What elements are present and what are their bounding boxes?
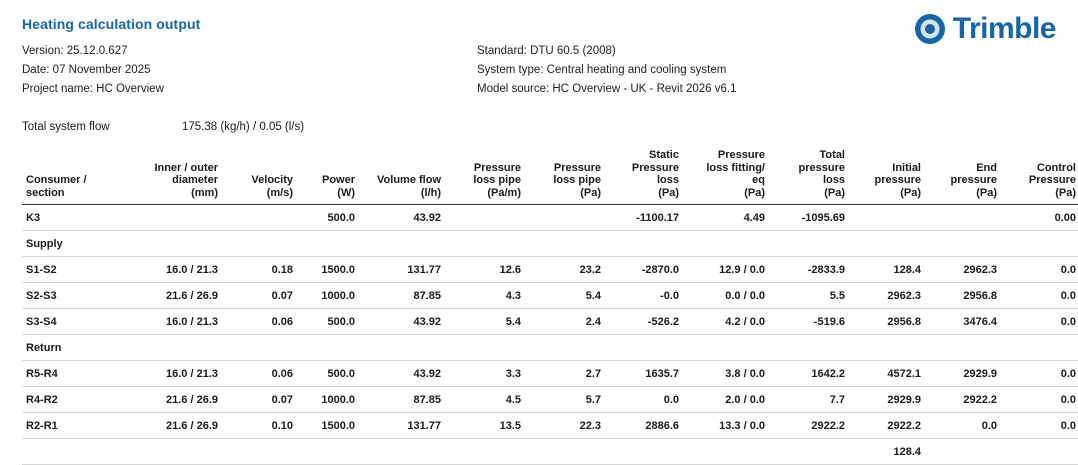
table-footer-cell <box>925 439 1001 465</box>
table-cell-label: K3 <box>22 205 127 231</box>
table-column-header-line: (mm) <box>191 186 218 199</box>
table-cell-value <box>359 335 445 361</box>
table-cell-value: 500.0 <box>297 309 359 335</box>
table-cell-value: 12.9 / 0.0 <box>683 257 769 283</box>
table-cell-value: 500.0 <box>297 205 359 231</box>
table-cell-value: -2833.9 <box>769 257 849 283</box>
table-row <box>22 309 1078 335</box>
table-cell-value <box>127 335 222 361</box>
table-column-header-line: section <box>26 186 65 199</box>
table-cell-value: 21.6 / 26.9 <box>127 387 222 413</box>
table-cell-value: -1095.69 <box>769 205 849 231</box>
table-column-header <box>925 149 1001 205</box>
table-footer-total: 128.4 <box>849 439 925 465</box>
table-column-header <box>127 149 222 205</box>
meta-standard: Standard: DTU 60.5 (2008) <box>477 45 616 57</box>
table-column-header-line: (m/s) <box>266 186 293 199</box>
meta-model-source: Model source: HC Overview - UK - Revit 2026 v6.1 <box>477 83 737 95</box>
table-cell-value: 4.2 / 0.0 <box>683 309 769 335</box>
table-column-header-line: loss <box>656 174 679 186</box>
table-column-header-line: Total <box>819 149 845 161</box>
table-column-header-line: (Pa) <box>1055 186 1076 199</box>
table-cell-value: 1000.0 <box>297 283 359 309</box>
table-column-header-line: pressure <box>798 161 845 174</box>
table-cell-value <box>525 335 605 361</box>
table-cell-value <box>127 205 222 231</box>
table-cell-value <box>445 231 525 257</box>
table-header-row <box>22 149 1078 205</box>
table-header <box>22 149 1078 205</box>
table-column-header-line: Power <box>321 174 355 186</box>
table-column-header-line: Initial <box>892 161 921 174</box>
table-cell-value: 500.0 <box>297 361 359 387</box>
table-cell-label: S1-S2 <box>22 257 127 283</box>
trimble-logo-icon <box>913 12 947 46</box>
table-cell-value: 2929.9 <box>849 387 925 413</box>
table-cell-value: 0.18 <box>222 257 297 283</box>
table-cell-value: 43.92 <box>359 361 445 387</box>
table-cell-value: 2922.2 <box>849 413 925 439</box>
table-cell-value: 1000.0 <box>297 387 359 413</box>
table-column-header <box>22 149 127 205</box>
table-row <box>22 387 1078 413</box>
table-cell-value: 0.0 <box>1001 283 1078 309</box>
table-cell-value: 13.5 <box>445 413 525 439</box>
table-column-header-line: loss pipe <box>473 174 521 186</box>
table-column-header <box>769 149 849 205</box>
table-cell-value: 3.3 <box>445 361 525 387</box>
table-cell-value: 21.6 / 26.9 <box>127 413 222 439</box>
table-cell-value: -519.6 <box>769 309 849 335</box>
table-cell-value: 5.7 <box>525 387 605 413</box>
table-cell-value: 4572.1 <box>849 361 925 387</box>
table-cell-value: 0.0 / 0.0 <box>683 283 769 309</box>
table-footer-cell <box>22 439 127 465</box>
table-cell-label: R2-R1 <box>22 413 127 439</box>
table-cell-value: 2922.2 <box>769 413 849 439</box>
table-cell-value <box>297 335 359 361</box>
table-column-header-line: (Pa) <box>580 186 601 199</box>
table-cell-value: 2962.3 <box>925 257 1001 283</box>
table-row <box>22 257 1078 283</box>
table-cell-value <box>605 335 683 361</box>
table-cell-value: 0.0 <box>1001 309 1078 335</box>
table-cell-value: 5.5 <box>769 283 849 309</box>
table-column-header-line: Pressure <box>631 161 679 174</box>
table-column-header-line: Volume flow <box>377 174 441 186</box>
table-cell-value: 128.4 <box>849 257 925 283</box>
table-cell-value <box>1001 231 1078 257</box>
table-column-header-line: (l/h) <box>420 186 441 199</box>
table-cell-value: 1635.7 <box>605 361 683 387</box>
table-cell-value: 43.92 <box>359 205 445 231</box>
meta-column-right <box>477 42 1056 99</box>
table-cell-value <box>297 231 359 257</box>
table-cell-value: 0.0 <box>1001 387 1078 413</box>
table-cell-value: 0.06 <box>222 309 297 335</box>
table-footer-cell <box>222 439 297 465</box>
table-column-header-line: Pressure <box>553 161 601 174</box>
table-cell-label: S3-S4 <box>22 309 127 335</box>
table-footer-cell <box>127 439 222 465</box>
table-cell-value: 4.3 <box>445 283 525 309</box>
meta-system-type: System type: Central heating and cooling system <box>477 64 727 76</box>
table-column-header-line: (Pa) <box>824 186 845 199</box>
table-cell-value <box>769 231 849 257</box>
meta-column-left <box>22 42 477 99</box>
report-meta <box>22 42 1056 99</box>
table-cell-value <box>525 231 605 257</box>
table-column-header-line: End <box>976 161 997 174</box>
trimble-logo-text: Trimble <box>952 12 1056 45</box>
table-cell-value <box>222 205 297 231</box>
table-cell-value <box>769 335 849 361</box>
table-cell-value <box>849 335 925 361</box>
table-cell-value: 22.3 <box>525 413 605 439</box>
table-column-header-line: Static <box>649 149 679 161</box>
table-column-header <box>359 149 445 205</box>
table-footer-cell <box>525 439 605 465</box>
table-cell-value: 1500.0 <box>297 413 359 439</box>
table-cell-value <box>925 335 1001 361</box>
table-footer-cell <box>297 439 359 465</box>
table-cell-value: 2956.8 <box>849 309 925 335</box>
table-column-header-line: Control <box>1036 161 1076 174</box>
table-column-header-line: (W) <box>337 186 355 199</box>
table-column-header-line: loss <box>822 174 845 186</box>
total-system-flow <box>22 121 1056 133</box>
table-cell-value: 0.06 <box>222 361 297 387</box>
table-cell-value: 0.0 <box>1001 257 1078 283</box>
table-column-header-line: Consumer / <box>26 174 87 186</box>
table-cell-value: 12.6 <box>445 257 525 283</box>
table-cell-value: 3476.4 <box>925 309 1001 335</box>
table-cell-value: -0.0 <box>605 283 683 309</box>
table-column-header <box>445 149 525 205</box>
table-cell-value: 2.7 <box>525 361 605 387</box>
table-body <box>22 205 1078 465</box>
table-cell-value <box>849 231 925 257</box>
total-system-flow-value: 175.38 (kg/h) / 0.05 (l/s) <box>182 121 305 133</box>
table-cell-value: 0.0 <box>1001 413 1078 439</box>
table-cell-value: -1100.17 <box>605 205 683 231</box>
table-cell-value <box>925 205 1001 231</box>
table-column-header <box>683 149 769 205</box>
table-cell-value: 5.4 <box>525 283 605 309</box>
table-footer-cell <box>769 439 849 465</box>
meta-project-name: Project name: HC Overview <box>22 83 164 95</box>
table-cell-value: 7.7 <box>769 387 849 413</box>
table-cell-value: 16.0 / 21.3 <box>127 361 222 387</box>
table-cell-value: 0.07 <box>222 387 297 413</box>
table-cell-value <box>445 205 525 231</box>
table-cell-value: -526.2 <box>605 309 683 335</box>
table-cell-label: R4-R2 <box>22 387 127 413</box>
table-column-header-line: Pressure <box>1028 174 1076 186</box>
table-cell-label: S2-S3 <box>22 283 127 309</box>
table-column-header-line: (Pa) <box>658 186 679 199</box>
table-cell-value: 0.0 <box>925 413 1001 439</box>
table-cell-value: 4.49 <box>683 205 769 231</box>
table-cell-value: 0.10 <box>222 413 297 439</box>
table-cell-value: 13.3 / 0.0 <box>683 413 769 439</box>
table-column-header-line: Pressure <box>717 149 765 161</box>
table-column-header <box>525 149 605 205</box>
table-cell-label: Supply <box>22 231 127 257</box>
table-section-row <box>22 231 1078 257</box>
table-column-header-line: (Pa) <box>900 186 921 199</box>
table-cell-label: Return <box>22 335 127 361</box>
table-cell-value: 0.0 <box>605 387 683 413</box>
table-column-header-line: Pressure <box>473 161 521 174</box>
table-cell-value: 2929.9 <box>925 361 1001 387</box>
table-column-header-line: diameter <box>172 174 218 186</box>
table-column-header-line: (Pa) <box>976 186 997 199</box>
table-column-header-line: Velocity <box>251 174 293 186</box>
table-cell-value: 2956.8 <box>925 283 1001 309</box>
table-cell-value: 0.07 <box>222 283 297 309</box>
table-footer-cell <box>605 439 683 465</box>
table-cell-value: 1642.2 <box>769 361 849 387</box>
table-footer-cell <box>1001 439 1078 465</box>
table-cell-value: 1500.0 <box>297 257 359 283</box>
table-cell-value <box>925 231 1001 257</box>
table-cell-value: 0.00 <box>1001 205 1078 231</box>
table-cell-value: 23.2 <box>525 257 605 283</box>
table-cell-value <box>683 231 769 257</box>
table-cell-value <box>605 231 683 257</box>
table-cell-value: 16.0 / 21.3 <box>127 309 222 335</box>
table-column-header-line: (Pa) <box>744 186 765 199</box>
page-title: Heating calculation output <box>22 16 201 32</box>
table-footer-cell <box>445 439 525 465</box>
meta-date: Date: 07 November 2025 <box>22 64 151 76</box>
table-column-header-line: loss fitting/ <box>706 161 765 174</box>
table-column-header <box>297 149 359 205</box>
table-column-header-line: pressure <box>950 174 997 186</box>
table-cell-value: -2870.0 <box>605 257 683 283</box>
table-cell-value: 21.6 / 26.9 <box>127 283 222 309</box>
table-cell-label: R5-R4 <box>22 361 127 387</box>
table-cell-value <box>127 231 222 257</box>
table-column-header <box>605 149 683 205</box>
table-row <box>22 205 1078 231</box>
table-cell-value: 131.77 <box>359 257 445 283</box>
calculation-table <box>22 149 1078 465</box>
table-footer-cell <box>359 439 445 465</box>
table-cell-value: 2.0 / 0.0 <box>683 387 769 413</box>
table-cell-value <box>359 231 445 257</box>
meta-version: Version: 25.12.0.627 <box>22 45 128 57</box>
table-column-header-line: Inner / outer <box>154 161 218 174</box>
table-column-header-line: pressure <box>874 174 921 186</box>
trimble-logo <box>913 12 1056 46</box>
table-footer-row <box>22 439 1078 465</box>
table-column-header <box>849 149 925 205</box>
table-cell-value: 2.4 <box>525 309 605 335</box>
table-cell-value: 87.85 <box>359 387 445 413</box>
table-cell-value <box>222 231 297 257</box>
table-cell-value: 0.0 <box>1001 361 1078 387</box>
table-cell-value <box>849 205 925 231</box>
table-cell-value: 2886.6 <box>605 413 683 439</box>
table-column-header <box>1001 149 1078 205</box>
table-cell-value: 2922.2 <box>925 387 1001 413</box>
table-column-header-line: (Pa/m) <box>487 186 521 199</box>
table-section-row <box>22 335 1078 361</box>
table-cell-value: 3.8 / 0.0 <box>683 361 769 387</box>
table-cell-value <box>445 335 525 361</box>
table-row <box>22 413 1078 439</box>
table-cell-value: 16.0 / 21.3 <box>127 257 222 283</box>
table-column-header-line: eq <box>752 174 765 186</box>
table-footer-cell <box>683 439 769 465</box>
table-column-header <box>222 149 297 205</box>
table-row <box>22 283 1078 309</box>
table-column-header-line: loss pipe <box>553 174 601 186</box>
table-cell-value: 131.77 <box>359 413 445 439</box>
table-cell-value <box>683 335 769 361</box>
table-row <box>22 361 1078 387</box>
table-cell-value <box>222 335 297 361</box>
table-cell-value: 87.85 <box>359 283 445 309</box>
total-system-flow-label: Total system flow <box>22 121 110 133</box>
table-cell-value: 43.92 <box>359 309 445 335</box>
table-cell-value <box>1001 335 1078 361</box>
table-cell-value: 5.4 <box>445 309 525 335</box>
table-cell-value: 4.5 <box>445 387 525 413</box>
table-cell-value <box>525 205 605 231</box>
table-cell-value: 2962.3 <box>849 283 925 309</box>
